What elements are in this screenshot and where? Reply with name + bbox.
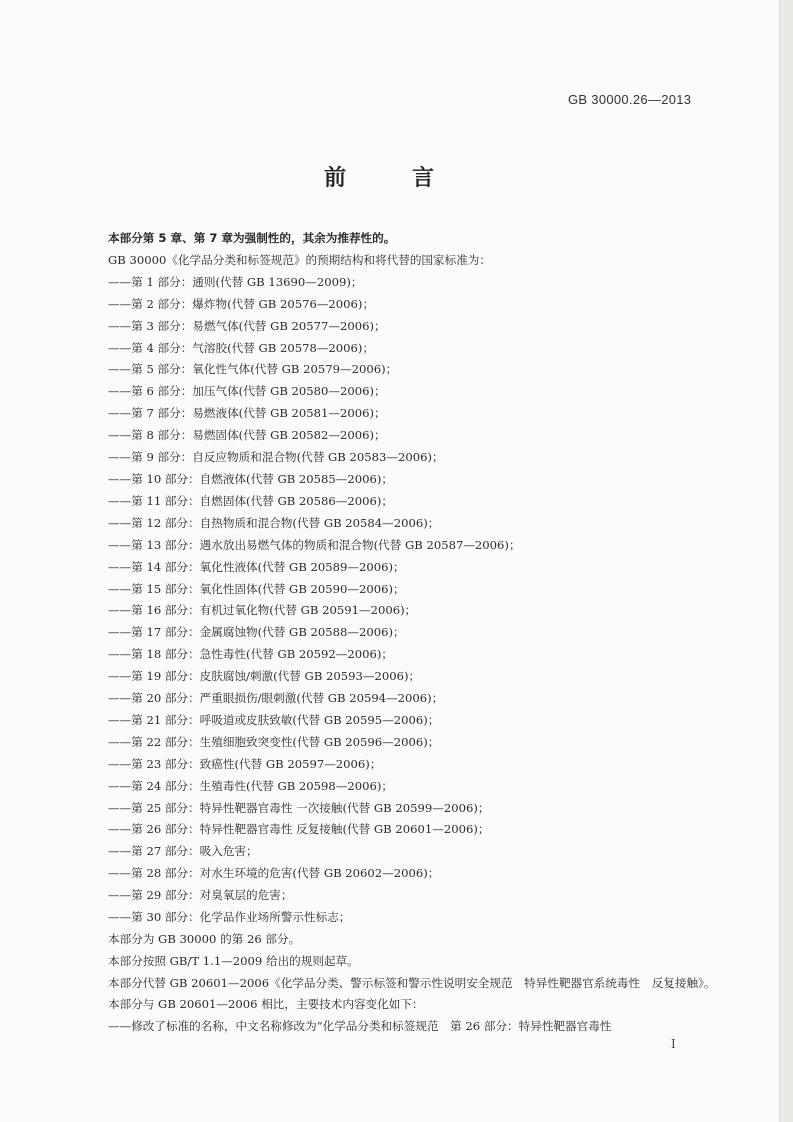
part-item: ——第 7 部分：易燃液体(代替 GB 20581—2006)； bbox=[108, 406, 386, 421]
part-item: ——第 19 部分：皮肤腐蚀/刺激(代替 GB 20593—2006)； bbox=[108, 669, 421, 684]
structure-intro: GB 30000《化学品分类和标签规范》的预期结构和将代替的国家标准为： bbox=[108, 252, 491, 267]
part-item: ——第 17 部分：金属腐蚀物(代替 GB 20588—2006)； bbox=[108, 625, 405, 640]
part-item: ——第 25 部分：特异性靶器官毒性 一次接触(代替 GB 20599—2006)； bbox=[108, 800, 490, 815]
intro-statement: 本部分第 5 章、第 7 章为强制性的，其余为推荐性的。 bbox=[108, 231, 396, 245]
replaces-statement: 本部分代替 GB 20601—2006《化学品分类、警示标签和警示性说明安全规范 特异性靶器官系统毒性 反复接触》。 bbox=[108, 975, 716, 990]
part-item: ——第 27 部分：吸入危害； bbox=[108, 844, 258, 859]
part-item: ——第 9 部分：自反应物质和混合物(代替 GB 20583—2006)； bbox=[108, 450, 444, 465]
part-item: ——第 23 部分：致癌性(代替 GB 20597—2006)； bbox=[108, 756, 382, 771]
part-item: ——第 30 部分：化学品作业场所警示性标志； bbox=[108, 910, 351, 925]
part-item: ——第 16 部分：有机过氧化物(代替 GB 20591—2006)； bbox=[108, 603, 417, 618]
part-item: ——第 29 部分：对臭氧层的危害； bbox=[108, 888, 293, 903]
part-item: ——第 26 部分：特异性靶器官毒性 反复接触(代替 GB 20601—2006)； bbox=[108, 822, 490, 837]
part-item: ——第 22 部分：生殖细胞致突变性(代替 GB 20596—2006)； bbox=[108, 734, 440, 749]
part-item: ——第 12 部分：自热物质和混合物(代替 GB 20584—2006)； bbox=[108, 515, 440, 530]
part-item: ——第 2 部分：爆炸物(代替 GB 20576—2006)； bbox=[108, 296, 375, 311]
drafting-rule-statement: 本部分按照 GB/T 1.1—2009 给出的规则起草。 bbox=[108, 953, 359, 968]
part-item: ——第 24 部分：生殖毒性(代替 GB 20598—2006)； bbox=[108, 778, 394, 793]
part-item: ——第 3 部分：易燃气体(代替 GB 20577—2006)； bbox=[108, 318, 386, 333]
part-of-statement: 本部分为 GB 30000 的第 26 部分。 bbox=[108, 932, 301, 946]
foreword-body bbox=[84, 228, 724, 1038]
part-item: ——第 21 部分：呼吸道或皮肤致敏(代替 GB 20595—2006)； bbox=[108, 712, 440, 727]
part-item: ——第 11 部分：自燃固体(代替 GB 20586—2006)； bbox=[108, 493, 394, 508]
part-item: ——第 28 部分：对水生环境的危害(代替 GB 20602—2006)； bbox=[108, 866, 440, 881]
part-item: ——第 8 部分：易燃固体(代替 GB 20582—2006)； bbox=[108, 428, 386, 443]
part-item: ——第 4 部分：气溶胶(代替 GB 20578—2006)； bbox=[108, 340, 375, 355]
part-item: ——第 6 部分：加压气体(代替 GB 20580—2006)； bbox=[108, 384, 386, 399]
change-item: ——修改了标准的名称，中文名称修改为“化学品分类和标签规范 第 26 部分：特异性靶器官毒性 bbox=[108, 1018, 612, 1033]
part-item: ——第 5 部分：氧化性气体(代替 GB 20579—2006)； bbox=[108, 362, 398, 377]
standard-code: GB 30000.26—2013 bbox=[568, 92, 692, 107]
page-title: 前 言 bbox=[323, 166, 456, 191]
page-edge bbox=[779, 0, 793, 1122]
part-item: ——第 1 部分：通则(代替 GB 13690—2009)； bbox=[108, 274, 363, 289]
part-item: ——第 13 部分：遇水放出易燃气体的物质和混合物(代替 GB 20587—2006)； bbox=[108, 537, 521, 552]
part-item: ——第 20 部分：严重眼损伤/眼刺激(代替 GB 20594—2006)； bbox=[108, 691, 444, 706]
part-item: ——第 18 部分：急性毒性(代替 GB 20592—2006)； bbox=[108, 647, 394, 662]
part-item: ——第 15 部分：氧化性固体(代替 GB 20590—2006)； bbox=[108, 581, 405, 596]
part-item: ——第 14 部分：氧化性液体(代替 GB 20589—2006)； bbox=[108, 559, 405, 574]
changes-intro: 本部分与 GB 20601—2006 相比，主要技术内容变化如下： bbox=[108, 997, 424, 1012]
part-item: ——第 10 部分：自燃液体(代替 GB 20585—2006)； bbox=[108, 471, 394, 486]
page-number: I bbox=[671, 1037, 676, 1051]
